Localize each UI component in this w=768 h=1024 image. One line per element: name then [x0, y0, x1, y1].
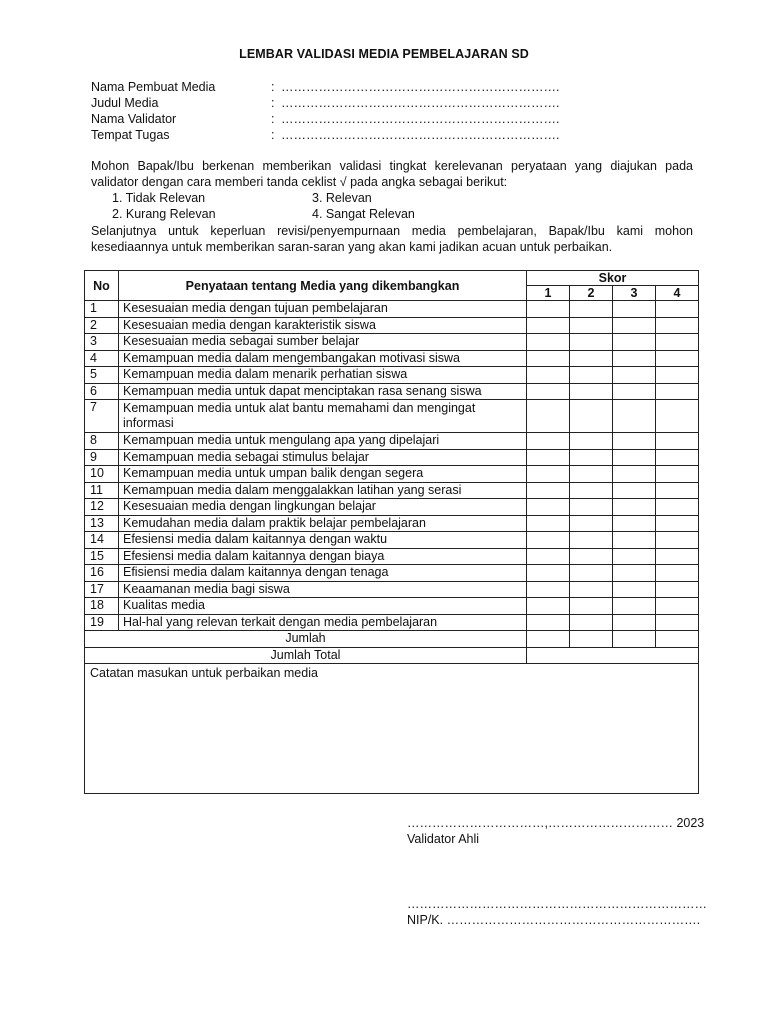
total-cell[interactable]	[570, 631, 613, 648]
score-cell-3[interactable]	[613, 449, 656, 466]
info-fill-line[interactable]: ………………………………………………………….	[281, 80, 560, 94]
header-score-3: 3	[613, 286, 656, 301]
info-colon: :	[271, 128, 275, 142]
rating-option: 2. Kurang Relevan	[112, 207, 216, 221]
score-cell-2[interactable]	[570, 482, 613, 499]
intro-paragraph: Mohon Bapak/Ibu berkenan memberikan validasi tingkat kerelevanan peryataan yang diajukan pada validator dengan cara memberi tanda ceklist √ pada angka sebagai berikut:	[91, 159, 693, 189]
score-cell-3[interactable]	[613, 400, 656, 433]
score-cell-4[interactable]	[656, 581, 699, 598]
validation-table	[84, 270, 699, 794]
header-no: No	[85, 271, 119, 301]
info-row-validator	[91, 111, 611, 127]
row-number: 3	[85, 334, 119, 351]
table-row	[85, 466, 699, 483]
rating-option: 4. Sangat Relevan	[312, 207, 415, 221]
table-row	[85, 598, 699, 615]
table-row	[85, 449, 699, 466]
score-cell-4[interactable]	[656, 400, 699, 433]
total-cell[interactable]	[613, 631, 656, 648]
row-statement: Kemampuan media sebagai stimulus belajar	[119, 449, 527, 466]
score-cell-4[interactable]	[656, 449, 699, 466]
score-cell-3[interactable]	[613, 548, 656, 565]
row-statement: Kemampuan media untuk dapat menciptakan rasa senang siswa	[119, 383, 527, 400]
score-cell-4[interactable]	[656, 317, 699, 334]
score-cell-1[interactable]	[527, 614, 570, 631]
score-cell-2[interactable]	[570, 598, 613, 615]
info-label: Nama Validator	[91, 112, 177, 126]
info-fill-line[interactable]: ………………………………………………………….	[281, 112, 560, 126]
table-row	[85, 400, 699, 433]
row-statement: Kemampuan media untuk mengulang apa yang dipelajari	[119, 433, 527, 450]
grand-total-cell[interactable]	[527, 647, 699, 664]
score-cell-3[interactable]	[613, 499, 656, 516]
grand-total-row	[85, 647, 699, 664]
row-number: 12	[85, 499, 119, 516]
row-number: 1	[85, 301, 119, 318]
score-cell-1[interactable]	[527, 433, 570, 450]
score-cell-4[interactable]	[656, 598, 699, 615]
table-row	[85, 482, 699, 499]
header-score-1: 1	[527, 286, 570, 301]
score-cell-1[interactable]	[527, 482, 570, 499]
row-statement: Kemudahan media dalam praktik belajar pembelajaran	[119, 515, 527, 532]
score-cell-2[interactable]	[570, 532, 613, 549]
score-cell-4[interactable]	[656, 334, 699, 351]
score-cell-3[interactable]	[613, 301, 656, 318]
score-cell-2[interactable]	[570, 548, 613, 565]
table-row	[85, 350, 699, 367]
score-cell-1[interactable]	[527, 350, 570, 367]
info-fill-line[interactable]: ………………………………………………………….	[281, 128, 560, 142]
score-cell-2[interactable]	[570, 515, 613, 532]
row-number: 6	[85, 383, 119, 400]
score-cell-3[interactable]	[613, 614, 656, 631]
score-cell-1[interactable]	[527, 499, 570, 516]
info-row-workplace	[91, 127, 611, 143]
score-cell-4[interactable]	[656, 548, 699, 565]
row-statement: Efesiensi media dalam kaitannya dengan waktu	[119, 532, 527, 549]
notes-label: Catatan masukan untuk perbaikan media	[90, 666, 318, 680]
outro-paragraph: Selanjutnya untuk keperluan revisi/penyempurnaan media pembelajaran, Bapak/Ibu kami mohon kesediaannya untuk memberikan saran-saran yang akan kami jadikan acuan untuk perbaikan.	[91, 224, 693, 254]
score-cell-1[interactable]	[527, 565, 570, 582]
row-number: 2	[85, 317, 119, 334]
row-number: 18	[85, 598, 119, 615]
score-cell-4[interactable]	[656, 532, 699, 549]
signature-name-line[interactable]: ………………………………………………………………	[407, 897, 707, 911]
rating-option: 1. Tidak Relevan	[112, 191, 206, 205]
signature-place-date[interactable]: ……………………………,………………………… 2023	[407, 816, 705, 830]
score-cell-4[interactable]	[656, 350, 699, 367]
score-cell-3[interactable]	[613, 515, 656, 532]
row-number: 9	[85, 449, 119, 466]
row-number: 7	[85, 400, 119, 433]
score-cell-2[interactable]	[570, 367, 613, 384]
score-cell-4[interactable]	[656, 614, 699, 631]
row-statement: Kemampuan media untuk alat bantu memahami dan mengingat informasi	[119, 400, 527, 433]
table-row	[85, 565, 699, 582]
info-fill-line[interactable]: ………………………………………………………….	[281, 96, 560, 110]
table-row	[85, 532, 699, 549]
score-cell-4[interactable]	[656, 383, 699, 400]
score-cell-4[interactable]	[656, 499, 699, 516]
score-cell-2[interactable]	[570, 383, 613, 400]
rating-option-row	[112, 190, 512, 206]
info-colon: :	[271, 96, 275, 110]
score-cell-1[interactable]	[527, 400, 570, 433]
score-cell-3[interactable]	[613, 350, 656, 367]
score-cell-1[interactable]	[527, 301, 570, 318]
row-number: 11	[85, 482, 119, 499]
score-cell-3[interactable]	[613, 317, 656, 334]
score-cell-2[interactable]	[570, 301, 613, 318]
table-row	[85, 334, 699, 351]
score-cell-1[interactable]	[527, 598, 570, 615]
score-cell-2[interactable]	[570, 400, 613, 433]
row-statement: Kesesuaian media dengan lingkungan belajar	[119, 499, 527, 516]
info-colon: :	[271, 80, 275, 94]
table-row	[85, 515, 699, 532]
score-cell-3[interactable]	[613, 466, 656, 483]
table-row	[85, 548, 699, 565]
info-row-media-maker	[91, 79, 611, 95]
info-label: Judul Media	[91, 96, 159, 110]
score-cell-2[interactable]	[570, 334, 613, 351]
total-cell[interactable]	[656, 631, 699, 648]
row-statement: Hal-hal yang relevan terkait dengan media pembelajaran	[119, 614, 527, 631]
score-cell-1[interactable]	[527, 532, 570, 549]
table-row	[85, 581, 699, 598]
total-row	[85, 631, 699, 648]
rating-options	[112, 190, 512, 222]
row-number: 17	[85, 581, 119, 598]
total-cell[interactable]	[527, 631, 570, 648]
score-cell-4[interactable]	[656, 301, 699, 318]
row-statement: Kesesuaian media sebagai sumber belajar	[119, 334, 527, 351]
score-cell-3[interactable]	[613, 532, 656, 549]
row-statement: Kemampuan media dalam menarik perhatian siswa	[119, 367, 527, 384]
table-row	[85, 614, 699, 631]
score-cell-2[interactable]	[570, 433, 613, 450]
score-cell-2[interactable]	[570, 614, 613, 631]
score-cell-1[interactable]	[527, 383, 570, 400]
score-cell-2[interactable]	[570, 317, 613, 334]
score-cell-1[interactable]	[527, 367, 570, 384]
score-cell-1[interactable]	[527, 317, 570, 334]
score-cell-3[interactable]	[613, 565, 656, 582]
table-row	[85, 317, 699, 334]
notes-row	[85, 664, 699, 794]
score-cell-1[interactable]	[527, 466, 570, 483]
row-number: 16	[85, 565, 119, 582]
row-number: 19	[85, 614, 119, 631]
info-label: Nama Pembuat Media	[91, 80, 216, 94]
info-row-media-title	[91, 95, 611, 111]
score-cell-2[interactable]	[570, 466, 613, 483]
score-cell-3[interactable]	[613, 581, 656, 598]
score-cell-2[interactable]	[570, 565, 613, 582]
row-statement: Efesiensi media dalam kaitannya dengan biaya	[119, 548, 527, 565]
score-cell-3[interactable]	[613, 598, 656, 615]
score-cell-1[interactable]	[527, 581, 570, 598]
score-cell-3[interactable]	[613, 367, 656, 384]
score-cell-2[interactable]	[570, 449, 613, 466]
identity-section	[91, 79, 611, 143]
row-statement: Kualitas media	[119, 598, 527, 615]
score-cell-4[interactable]	[656, 466, 699, 483]
row-statement: Keaamanan media bagi siswa	[119, 581, 527, 598]
row-number: 10	[85, 466, 119, 483]
table-row	[85, 367, 699, 384]
row-statement: Kemampuan media untuk umpan balik dengan segera	[119, 466, 527, 483]
row-number: 5	[85, 367, 119, 384]
score-cell-3[interactable]	[613, 482, 656, 499]
row-statement: Kesesuaian media dengan karakteristik siswa	[119, 317, 527, 334]
table-row	[85, 383, 699, 400]
score-cell-2[interactable]	[570, 581, 613, 598]
notes-box[interactable]	[85, 664, 699, 794]
score-cell-3[interactable]	[613, 334, 656, 351]
header-score: Skor	[527, 271, 699, 286]
signature-nip[interactable]: NIP/K. …………………………………………………….	[407, 913, 701, 927]
info-colon: :	[271, 112, 275, 126]
score-cell-4[interactable]	[656, 515, 699, 532]
document-title: LEMBAR VALIDASI MEDIA PEMBELAJARAN SD	[239, 47, 529, 61]
score-cell-3[interactable]	[613, 433, 656, 450]
score-cell-2[interactable]	[570, 350, 613, 367]
score-cell-1[interactable]	[527, 449, 570, 466]
score-cell-2[interactable]	[570, 499, 613, 516]
header-score-4: 4	[656, 286, 699, 301]
row-number: 14	[85, 532, 119, 549]
rating-option: 3. Relevan	[312, 191, 372, 205]
row-number: 15	[85, 548, 119, 565]
row-number: 13	[85, 515, 119, 532]
score-cell-4[interactable]	[656, 433, 699, 450]
grand-total-label: Jumlah Total	[85, 647, 527, 664]
total-label: Jumlah	[85, 631, 527, 648]
row-statement: Kemampuan media dalam menggalakkan latihan yang serasi	[119, 482, 527, 499]
row-statement: Efisiensi media dalam kaitannya dengan tenaga	[119, 565, 527, 582]
score-cell-1[interactable]	[527, 548, 570, 565]
score-cell-4[interactable]	[656, 367, 699, 384]
table-row	[85, 301, 699, 318]
score-cell-4[interactable]	[656, 565, 699, 582]
table-row	[85, 433, 699, 450]
score-cell-3[interactable]	[613, 383, 656, 400]
score-cell-1[interactable]	[527, 334, 570, 351]
row-statement: Kemampuan media dalam mengembangakan motivasi siswa	[119, 350, 527, 367]
rating-option-row	[112, 206, 512, 222]
score-cell-1[interactable]	[527, 515, 570, 532]
row-number: 4	[85, 350, 119, 367]
score-cell-4[interactable]	[656, 482, 699, 499]
info-label: Tempat Tugas	[91, 128, 170, 142]
header-statement: Penyataan tentang Media yang dikembangkan	[119, 271, 527, 301]
row-number: 8	[85, 433, 119, 450]
header-score-2: 2	[570, 286, 613, 301]
row-statement: Kesesuaian media dengan tujuan pembelajaran	[119, 301, 527, 318]
signature-role: Validator Ahli	[407, 832, 480, 846]
table-row	[85, 499, 699, 516]
